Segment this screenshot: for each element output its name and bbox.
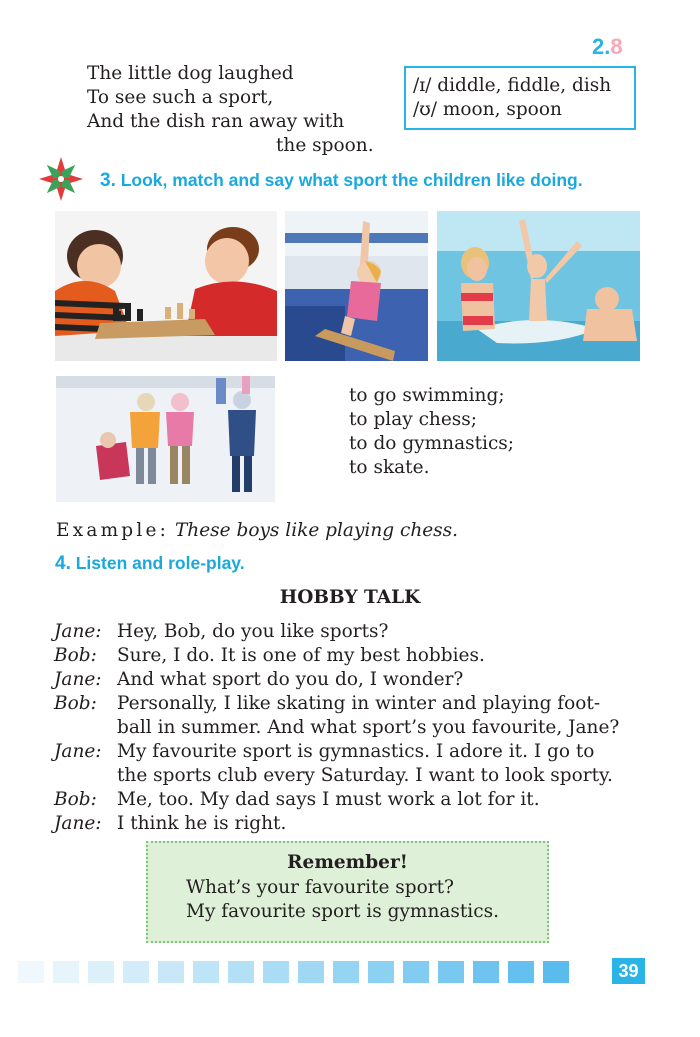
- star-icon: [38, 156, 84, 202]
- dialogue-title: HOBBY TALK: [279, 587, 421, 608]
- speaker: Jane:: [54, 741, 102, 762]
- phonics-row: /ʊ/ moon, spoon: [413, 99, 562, 120]
- task-3-heading: 3. Look, match and say what sport the children like doing.: [100, 170, 583, 191]
- dialogue-line: Jane: Hey, Bob, do you like sports?: [54, 621, 389, 642]
- speaker: Bob:: [54, 645, 97, 666]
- page-number: 39: [612, 958, 645, 984]
- unit-badge: 2.8: [592, 34, 623, 59]
- remember-title: Remember!: [287, 852, 408, 873]
- speaker: Jane:: [54, 621, 102, 642]
- poem-line: the spoon.: [276, 135, 374, 156]
- speaker: Bob:: [54, 693, 97, 714]
- remember-line: What’s your favourite sport?: [186, 877, 454, 898]
- task-4-heading: 4. Listen and role-play.: [55, 553, 245, 574]
- dialogue: [54, 620, 654, 836]
- remember-box: [146, 841, 549, 943]
- speaker: Jane:: [54, 813, 102, 834]
- poem-line: The little dog laughed: [87, 63, 294, 84]
- footer-decoration: [18, 961, 569, 985]
- dialogue-line: Jane: I think he is right.: [54, 813, 287, 834]
- sport-option: to go swimming;: [349, 385, 505, 406]
- example-sentence: Example: These boys like playing chess.: [56, 520, 459, 541]
- photo-children-swimming: [437, 211, 640, 361]
- poem-line: To see such a sport,: [87, 87, 274, 108]
- phonics-box: [404, 66, 636, 130]
- sport-options: [349, 384, 514, 480]
- speaker: Jane:: [54, 669, 102, 690]
- speaker: Bob:: [54, 789, 97, 810]
- dialogue-line: Bob: Personally, I like skating in winter and playing foot- ball in summer. And what sport’s you favourite, Jane?: [54, 693, 620, 738]
- sport-option: to do gymnastics;: [349, 433, 515, 454]
- photo-boys-playing-chess: [55, 211, 277, 361]
- remember-line: My favourite sport is gymnastics.: [186, 901, 499, 922]
- dialogue-line: Bob: Me, too. My dad says I must work a lot for it.: [54, 789, 540, 810]
- photo-girl-gymnastics: [285, 211, 428, 361]
- sport-option: to skate.: [349, 457, 430, 478]
- phonics-row: /ɪ/ diddle, fiddle, dish: [413, 75, 612, 96]
- poem-line: And the dish ran away with: [87, 111, 345, 132]
- dialogue-line: Jane: And what sport do you do, I wonder?: [54, 669, 464, 690]
- dialogue-line: Jane: My favourite sport is gymnastics. I adore it. I go to the sports club every Saturday. I want to look sporty.: [54, 741, 613, 786]
- photo-children-skating: [56, 376, 275, 502]
- sport-option: to play chess;: [349, 409, 478, 430]
- dialogue-line: Bob: Sure, I do. It is one of my best hobbies.: [54, 645, 485, 666]
- poem: [87, 62, 407, 158]
